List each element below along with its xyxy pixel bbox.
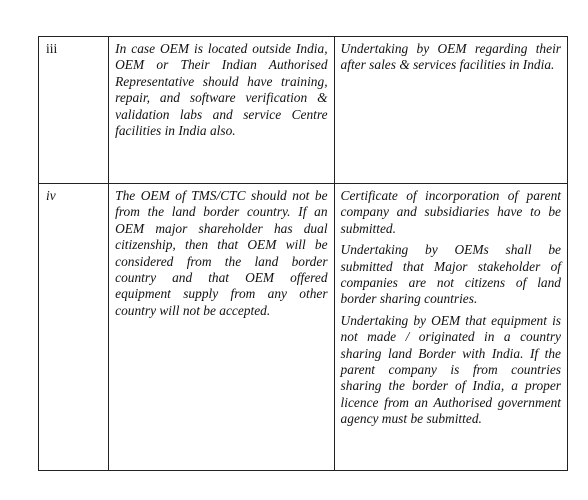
row-number-cell (39, 184, 109, 471)
row-number: iii (46, 41, 58, 56)
document-text: Certificate of incorporation of parent company and subsidiaries have to be submitted. (340, 188, 561, 236)
documents-cell (334, 37, 567, 184)
criteria-text: The OEM of TMS/CTC should not be from the land border country. If an OEM major shareholder has dual citizenship, then that OEM will be considered from the land border country and that OEM offered equipment supply from any other country will not be accepted. (115, 188, 328, 318)
documents-cell (334, 184, 567, 471)
criteria-cell (109, 184, 334, 471)
eligibility-table (38, 36, 568, 471)
table-row (39, 184, 568, 471)
row-number: iv (46, 188, 56, 203)
document-text: Undertaking by OEMs shall be submitted that Major stakeholder of companies are not citizens of land border sharing countries. (340, 242, 561, 307)
criteria-text: In case OEM is located outside India, OEM or Their Indian Authorised Representative should have training, repair, and software verification & validation labs and service Centre facilities in India also. (115, 41, 328, 139)
criteria-cell (109, 37, 334, 184)
row-number-cell (39, 37, 109, 184)
document-text: Undertaking by OEM that equipment is not made / originated in a country sharing land Border with India. If the parent company is from countries sharing the border of India, a proper licence from an Authorised government agency must be submitted. (340, 312, 561, 427)
table-row (39, 37, 568, 184)
document-text: Undertaking by OEM regarding their after sales & services facilities in India. (340, 41, 561, 73)
